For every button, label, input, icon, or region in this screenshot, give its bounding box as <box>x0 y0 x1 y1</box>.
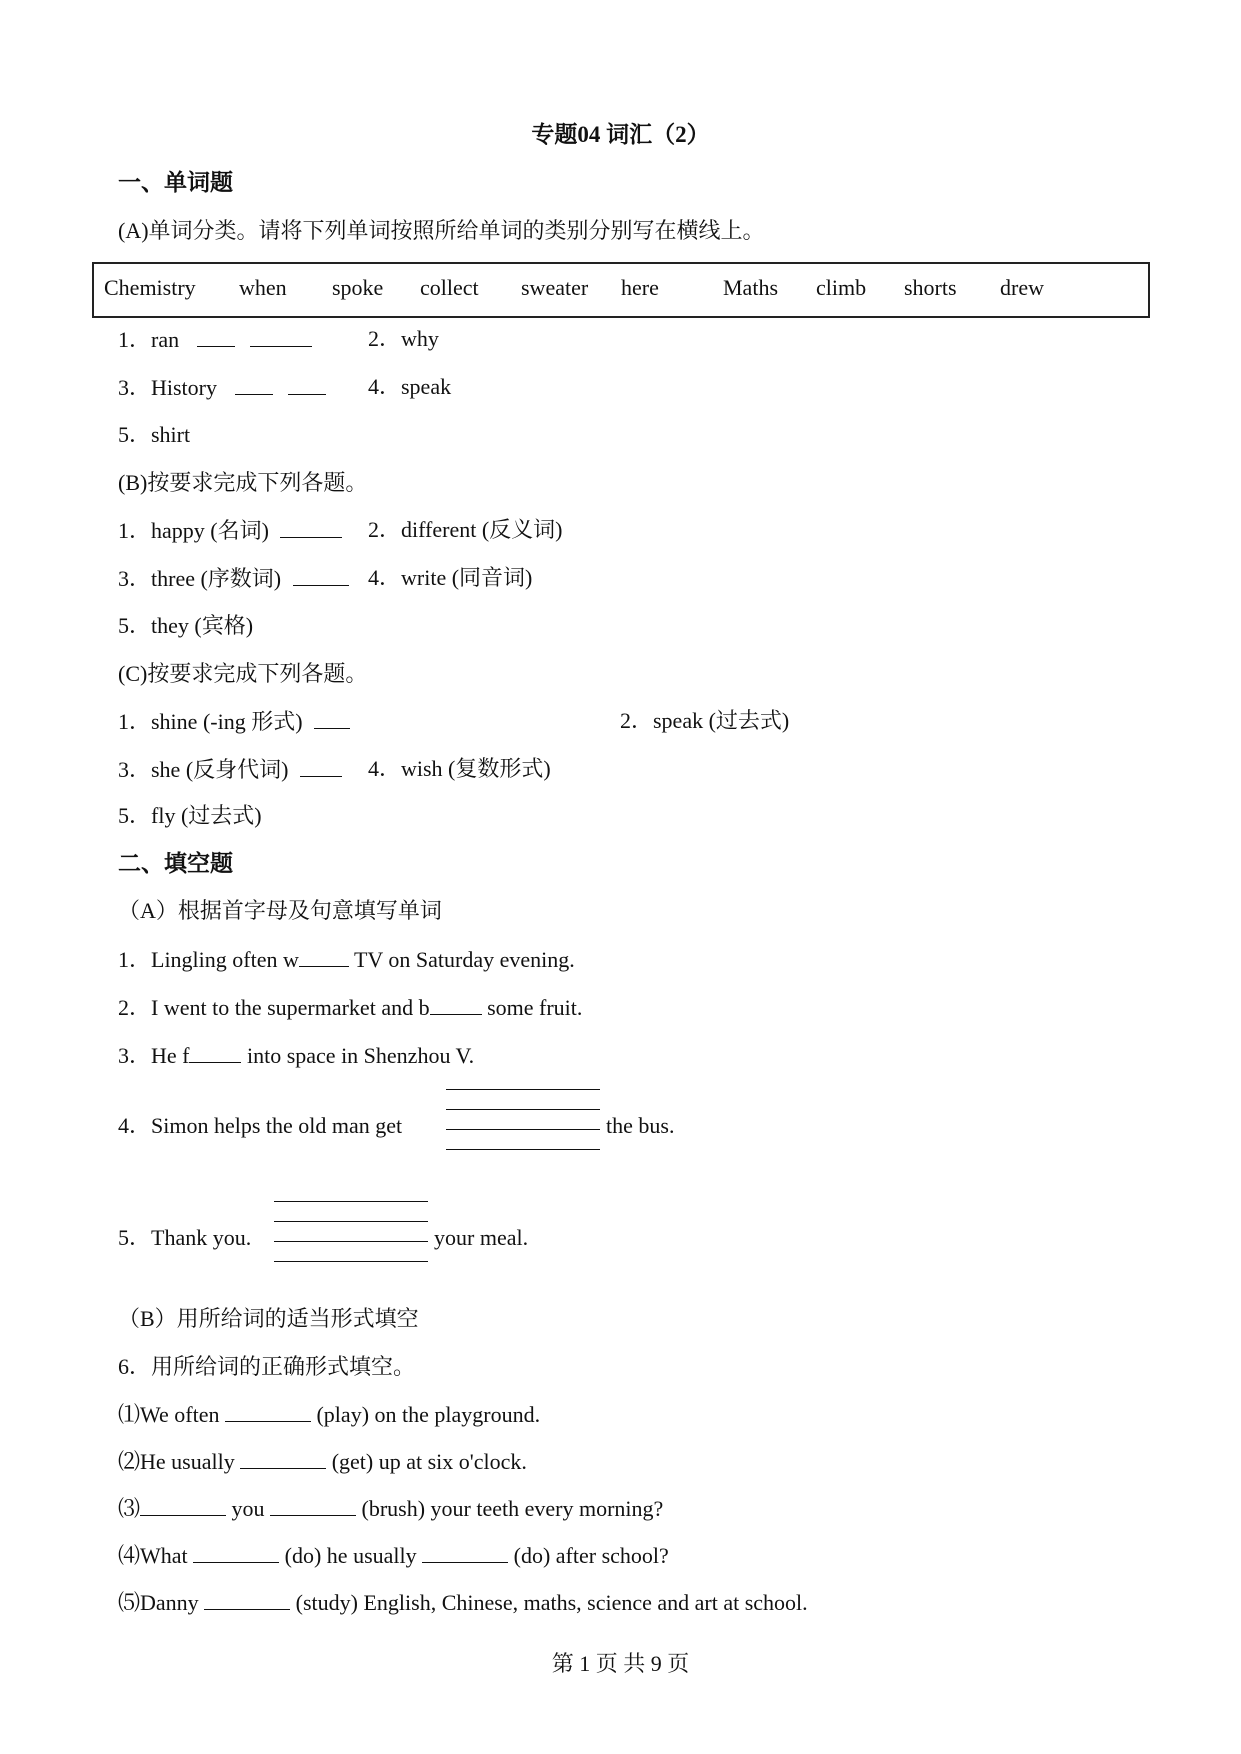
sub-question-5 <box>118 1587 808 1618</box>
instruction-2a: （A）根据首字母及句意填写单词 <box>118 898 442 923</box>
question-2a-4-text: 4．Simon helps the old man get <box>118 1113 403 1138</box>
question-text: (do) he usually <box>279 1543 423 1568</box>
word-bank-item: shorts <box>904 275 957 300</box>
sub-question-1 <box>118 1399 540 1430</box>
answer-blank[interactable] <box>293 563 349 586</box>
question-2a-3 <box>118 1040 474 1071</box>
answer-blank[interactable] <box>204 1587 290 1610</box>
word-bank-item: sweater <box>521 275 589 300</box>
question-1b-5: 5．they (宾格) <box>118 613 254 638</box>
answer-blank-line[interactable] <box>446 1149 600 1150</box>
question-text: 2．I went to the supermarket and b <box>118 995 430 1020</box>
word-bank-box <box>92 262 1150 318</box>
question-1c-4: 4．wish (复数形式) <box>368 756 551 781</box>
answer-blank[interactable] <box>250 324 312 347</box>
answer-blank[interactable] <box>288 372 326 395</box>
question-text: ⑵He usually <box>118 1449 241 1474</box>
question-text: some fruit. <box>481 995 583 1020</box>
answer-blank[interactable] <box>225 1399 311 1422</box>
answer-blank[interactable] <box>300 754 342 777</box>
question-1c-1 <box>118 706 350 737</box>
answer-blank-line[interactable] <box>446 1129 600 1130</box>
answer-blank-line[interactable] <box>274 1201 428 1202</box>
instruction-2b: （B）用所给词的适当形式填空 <box>118 1306 419 1331</box>
question-text: 3．He f <box>118 1043 190 1068</box>
sub-question-4 <box>118 1540 669 1571</box>
question-text: you <box>226 1496 271 1521</box>
answer-blank[interactable] <box>314 706 350 729</box>
instruction-1b: (B)按要求完成下列各题。 <box>118 470 368 495</box>
question-text: ⑴We often <box>118 1402 225 1427</box>
question-1a-2: 2．why <box>368 326 439 351</box>
question-1b-2: 2．different (反义词) <box>368 517 563 542</box>
answer-blank[interactable] <box>280 515 342 538</box>
instruction-1c: (C)按要求完成下列各题。 <box>118 661 368 686</box>
question-text: into space in Shenzhou V. <box>241 1043 475 1068</box>
word-bank-item: Chemistry <box>104 275 196 300</box>
question-text: (study) English, Chinese, maths, science and art at school. <box>290 1590 808 1615</box>
question-1b-3 <box>118 563 349 594</box>
answer-blank[interactable] <box>270 1493 356 1516</box>
question-1b-4: 4．write (同音词) <box>368 565 533 590</box>
question-2a-5-tail: your meal. <box>434 1225 529 1250</box>
question-1a-5: 5．shirt <box>118 422 191 447</box>
sub-question-3 <box>118 1493 663 1524</box>
word-bank-item: climb <box>816 275 867 300</box>
question-text: 1．Lingling often w <box>118 947 299 972</box>
answer-blank-line[interactable] <box>274 1241 428 1242</box>
section-heading-1: 一、单词题 <box>118 170 233 195</box>
question-1c-2: 2．speak (过去式) <box>620 708 790 733</box>
question-1a-1 <box>118 324 312 355</box>
answer-blank[interactable] <box>430 992 482 1015</box>
page-title: 专题04 词汇（2） <box>531 122 710 147</box>
answer-blank[interactable] <box>235 372 273 395</box>
answer-blank[interactable] <box>193 1540 279 1563</box>
question-text: ⑷What <box>118 1543 194 1568</box>
instruction-1a: (A)单词分类。请将下列单词按照所给单词的类别分别写在横线上。 <box>118 218 765 243</box>
answer-blank[interactable] <box>197 324 235 347</box>
question-text: 3．three (序数词) <box>118 566 282 591</box>
answer-blank-line[interactable] <box>274 1221 428 1222</box>
question-1a-4: 4．speak <box>368 374 452 399</box>
question-1a-3 <box>118 372 326 403</box>
word-bank-item: spoke <box>332 275 384 300</box>
section-heading-2: 二、填空题 <box>118 851 233 876</box>
question-2a-2 <box>118 992 582 1023</box>
word-bank-item: here <box>621 275 659 300</box>
word-bank-item: drew <box>1000 275 1044 300</box>
word-bank-item: when <box>239 275 287 300</box>
question-2b-6: 6．用所给词的正确形式填空。 <box>118 1354 416 1379</box>
page-footer: 第 1 页 共 9 页 <box>551 1651 690 1676</box>
answer-blank-line[interactable] <box>446 1089 600 1090</box>
word-bank-item: Maths <box>723 275 778 300</box>
answer-blank[interactable] <box>189 1040 241 1063</box>
question-1c-3 <box>118 754 342 785</box>
question-text: TV on Saturday evening. <box>348 947 575 972</box>
question-1b-1 <box>118 515 342 546</box>
question-text: (get) up at six o'clock. <box>326 1449 527 1474</box>
answer-blank[interactable] <box>299 944 349 967</box>
answer-blank-line[interactable] <box>274 1261 428 1262</box>
word-bank-item: collect <box>420 275 479 300</box>
question-2a-5-text: 5．Thank you. <box>118 1225 252 1250</box>
sub-question-2 <box>118 1446 527 1477</box>
question-text: ⑶ <box>118 1496 141 1521</box>
answer-blank-line[interactable] <box>446 1109 600 1110</box>
question-2a-4-tail: the bus. <box>606 1113 675 1138</box>
question-text: 1．happy (名词) <box>118 518 269 543</box>
question-text: (play) on the playground. <box>310 1402 541 1427</box>
question-text: 1．shine (-ing 形式) <box>118 709 303 734</box>
answer-blank[interactable] <box>240 1446 326 1469</box>
question-text: (brush) your teeth every morning? <box>356 1496 664 1521</box>
answer-blank[interactable] <box>140 1493 226 1516</box>
question-text: 3．History <box>118 375 218 400</box>
question-2a-1 <box>118 944 575 975</box>
question-text: ⑸Danny <box>118 1590 205 1615</box>
question-1c-5: 5．fly (过去式) <box>118 803 262 828</box>
question-text: 1．ran <box>118 327 180 352</box>
question-text: 3．she (反身代词) <box>118 757 289 782</box>
answer-blank[interactable] <box>422 1540 508 1563</box>
question-text: (do) after school? <box>508 1543 669 1568</box>
